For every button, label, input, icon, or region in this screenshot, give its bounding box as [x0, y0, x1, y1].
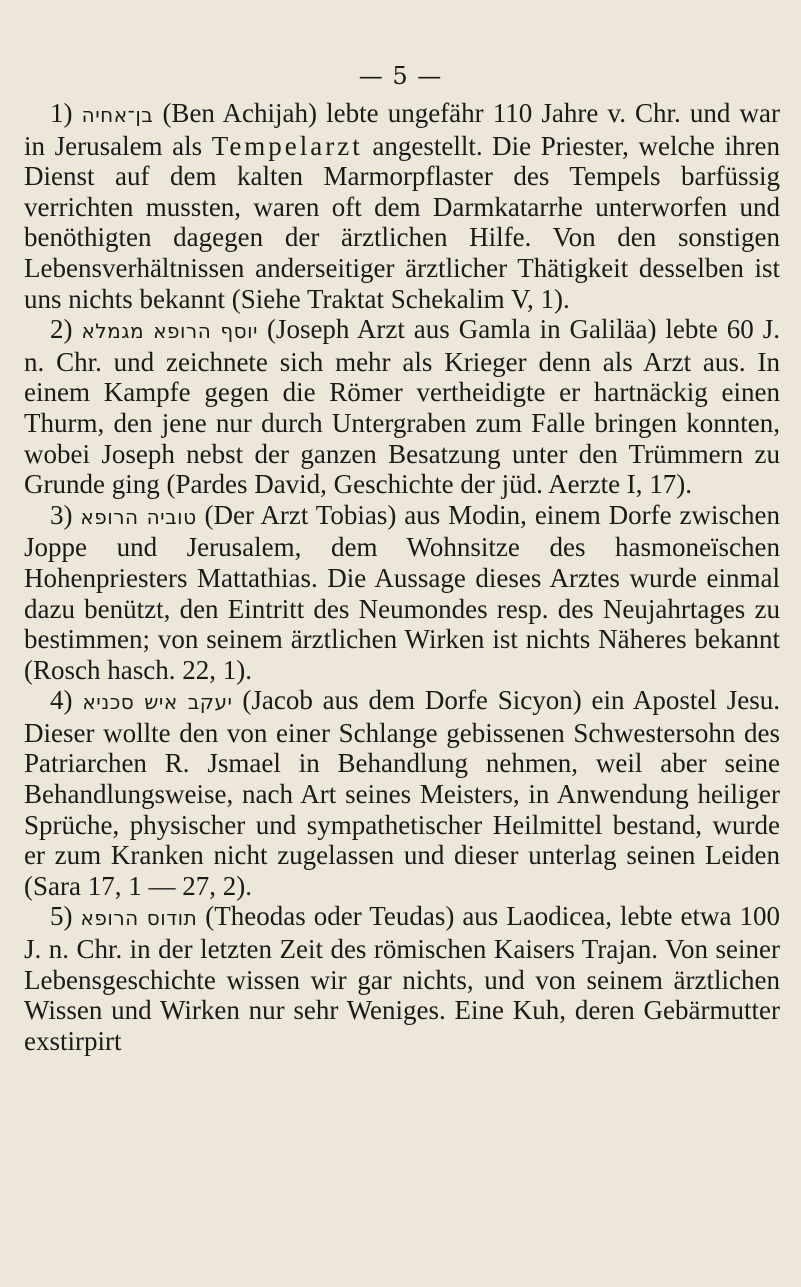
entry-4 — [24, 685, 780, 901]
entry-number: 4) — [50, 685, 73, 716]
entry-number: 2) — [50, 314, 73, 345]
hebrew-name: טוביה הרופא — [80, 504, 197, 529]
entry-text: (Joseph Arzt aus Gamla in Galiläa) lebte 60 J. n. Chr. und zeichnete sich mehr als Krieger denn als Arzt aus. In einem Kampfe gegen die Römer vertheidigte er hartnäckig einen Thurm, den jene nur durch Untergraben zum Falle bringen konnten, wobei Joseph nebst der ganzen Besatzung unter den Trümmern zu Grunde ging (Pardes David, Geschichte der jüd. Aerzte I, 17). — [24, 314, 780, 500]
hebrew-name: תודוס הרופא — [80, 906, 198, 931]
entry-text: (Ben Achijah) lebte ungefähr 110 Jahre v. Chr. und war in Jerusalem als — [24, 98, 781, 161]
entry-number: 1) — [50, 98, 73, 128]
entry-number: 5) — [50, 901, 73, 932]
hebrew-name: יעקב איש סכניא — [82, 690, 233, 715]
entry-5 — [24, 901, 780, 1056]
entry-text: angestellt. Die Priester, welche ihren Dienst auf dem kalten Marmorpflaster des Tempels barfüssig verrichten mussten, waren oft dem Darmkatarrhe unterworfen und benöthigten dagegen der ärztlichen Hilfe. Von den sonstigen Lebensverhältnissen anderseitiger ärztlicher Thätigkeit desselben ist uns nichts bekannt (Siehe Traktat Schekalim V, 1). — [24, 130, 780, 314]
entry-1 — [24, 98, 780, 314]
entry-text: (Theodas oder Teudas) aus Laodicea, lebte etwa 100 J. n. Chr. in der letzten Zeit des römischen Kaisers Trajan. Von seiner Lebensgeschichte wissen wir gar nichts, und von seinem ärztlichen Wissen und Wirken nur sehr Weniges. Eine Kuh, deren Gebärmutter exstirpirt — [24, 901, 780, 1056]
entry-2 — [24, 314, 780, 500]
hebrew-name: בן־אחיה — [81, 103, 154, 127]
emphasized-term: Tempelarzt — [211, 130, 363, 161]
main-text — [24, 98, 780, 1056]
entry-number: 3) — [50, 499, 73, 530]
entry-3 — [24, 500, 780, 686]
entry-text: (Der Arzt Tobias) aus Modin, einem Dorfe zwischen Joppe und Jerusalem, dem Wohnsitze des hasmoneïschen Hohenpriesters Mattathias. Die Aussage dieses Arztes wurde einmal dazu benützt, den Eintritt des Neumondes resp. des Neujahrtages zu bestimmen; von seinem ärztlichen Wirken ist nichts Näheres bekannt (Rosch hasch. 22, 1). — [24, 499, 781, 685]
page-number: — 5 — — [358, 62, 443, 90]
hebrew-name: יוסף הרופא מגמלא — [81, 319, 259, 344]
entry-text: (Jacob aus dem Dorfe Sicyon) ein Apostel Jesu. Dieser wollte den von einer Schlange gebissenen Schwestersohn des Patriarchen R. Jsmael in Behandlung nehmen, weil aber seine Behandlungsweise, nach Art seines Meisters, in Anwendung heiliger Sprüche, physischer und sympathetischer Heilmittel bestand, wurde er zum Kranken nicht zugelassen und dieser unterlag seinen Leiden (Sara 17, 1 — 27, 2). — [24, 685, 781, 901]
